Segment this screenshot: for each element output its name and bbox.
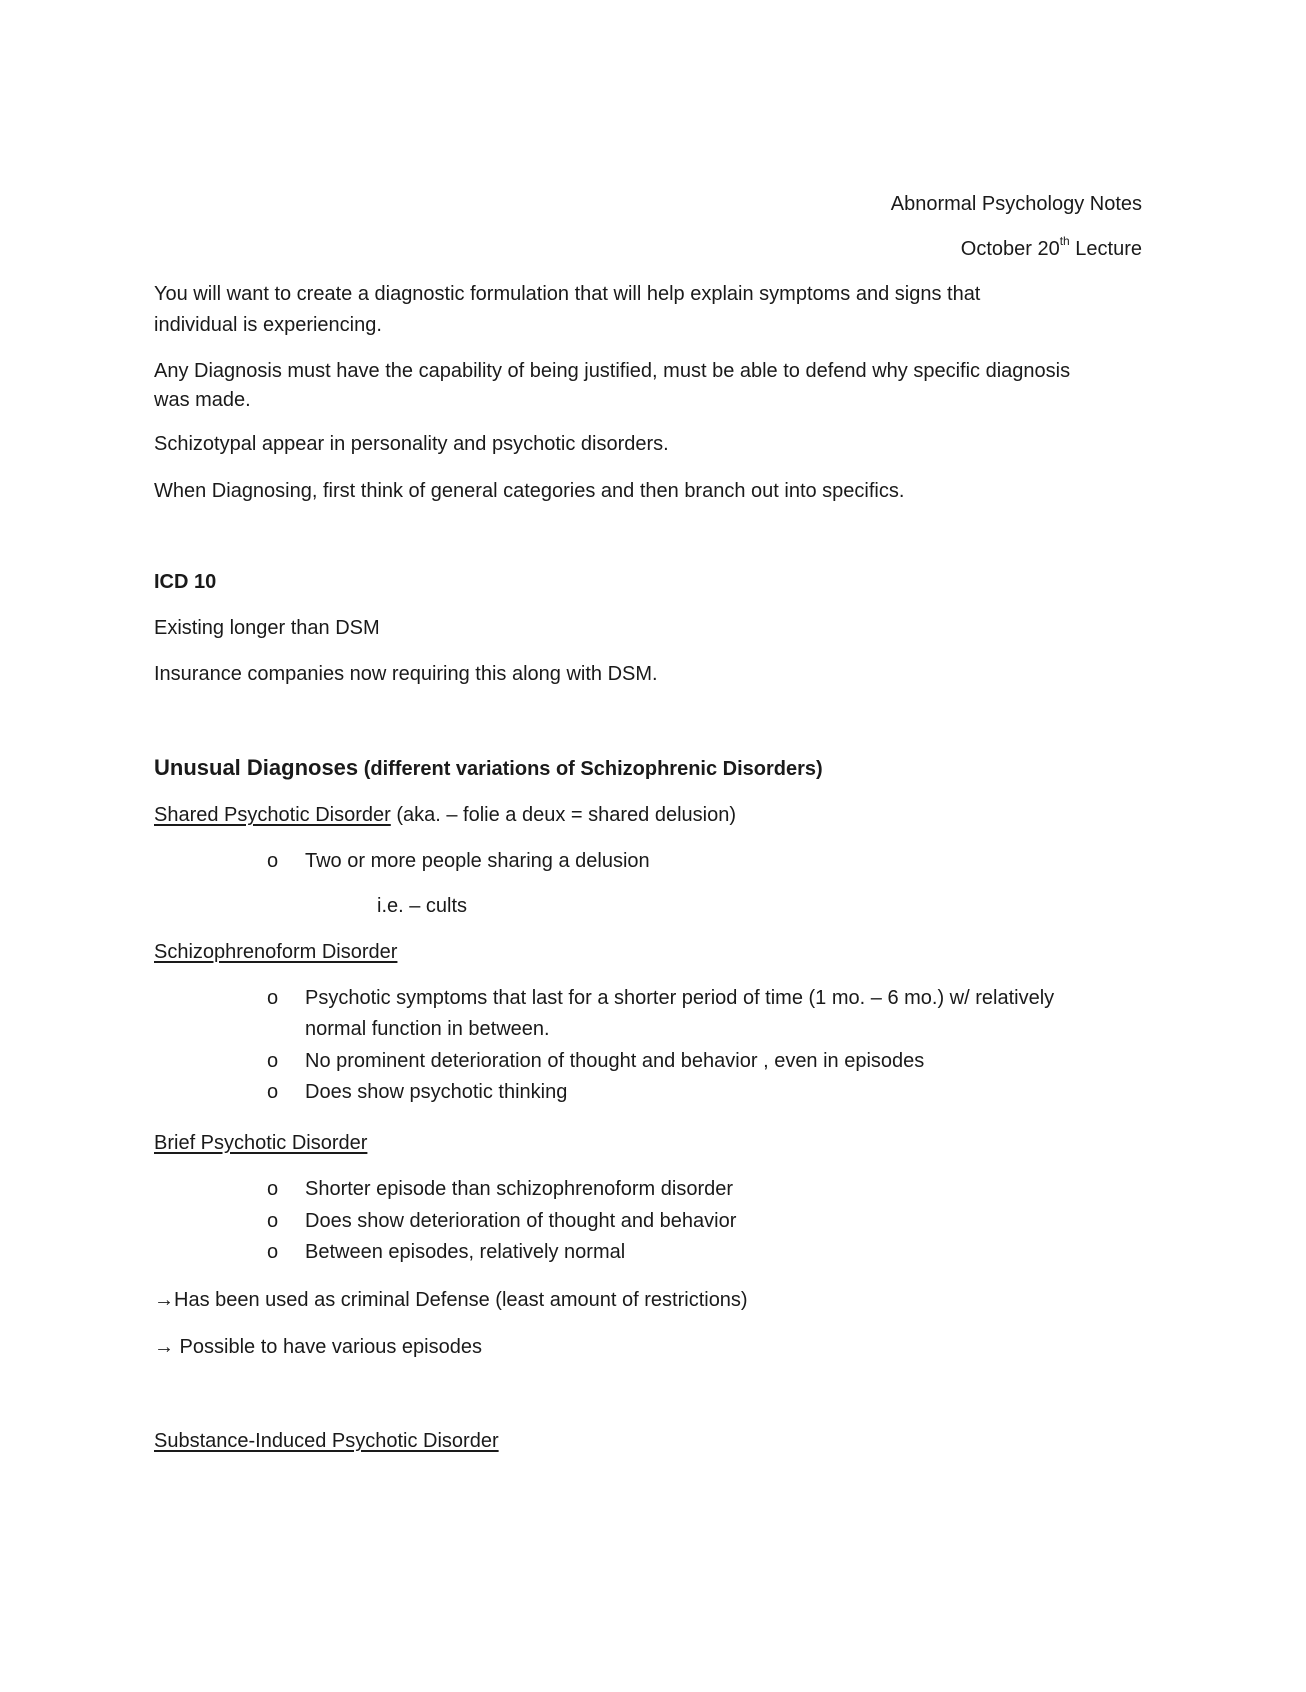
intro-paragraph-3: Schizotypal appear in personality and psychotic disorders. xyxy=(154,433,669,455)
shared-psychotic-line xyxy=(154,805,736,825)
brief-psychotic-title: Brief Psychotic Disorder xyxy=(154,1132,368,1154)
schizo-bullet-2: No prominent deterioration of thought and behavior , even in episodes xyxy=(305,1050,925,1072)
brief-bullet-2: Does show deterioration of thought and behavior xyxy=(305,1210,737,1232)
shared-bullet-1: Two or more people sharing a delusion xyxy=(305,850,650,872)
schizo-bullet-1-line-2: normal function in between. xyxy=(305,1018,550,1040)
bullet-marker: o xyxy=(267,1050,279,1072)
unusual-heading-main: Unusual Diagnoses xyxy=(154,755,359,780)
icd-line-1: Existing longer than DSM xyxy=(154,617,380,639)
unusual-heading-sub: (different variations of Schizophrenic Disorders) xyxy=(358,758,823,780)
intro-paragraph-2-line-1: Any Diagnosis must have the capability of being justified, must be able to defend why specific diagnosis xyxy=(154,360,1071,382)
unusual-diagnoses-heading xyxy=(154,757,823,779)
date-superscript: th xyxy=(1059,234,1070,248)
icd-line-2: Insurance companies now requiring this along with DSM. xyxy=(154,663,658,685)
date-main: October 20 xyxy=(960,238,1060,260)
brief-bullet-1: Shorter episode than schizophrenoform disorder xyxy=(305,1178,734,1200)
brief-bullet-3: Between episodes, relatively normal xyxy=(305,1241,626,1263)
bullet-marker: o xyxy=(267,1178,279,1200)
shared-psychotic-aka: (aka. – folie a deux = shared delusion) xyxy=(390,804,736,826)
schizophrenoform-title: Schizophrenoform Disorder xyxy=(154,941,398,963)
lecture-date xyxy=(960,234,1142,260)
bullet-marker: o xyxy=(267,1081,279,1103)
date-tail: Lecture xyxy=(1069,238,1142,260)
icd-heading: ICD 10 xyxy=(154,571,217,593)
intro-paragraph-1-line-1: You will want to create a diagnostic formulation that will help explain symptoms and signs that xyxy=(154,283,981,305)
intro-paragraph-1-line-2: individual is experiencing. xyxy=(154,314,382,336)
bullet-marker: o xyxy=(267,1241,279,1263)
schizo-bullet-3: Does show psychotic thinking xyxy=(305,1081,568,1103)
document-title: Abnormal Psychology Notes xyxy=(890,193,1142,215)
bullet-marker: o xyxy=(267,850,279,872)
intro-paragraph-2-line-2: was made. xyxy=(154,389,251,411)
schizo-bullet-1-line-1: Psychotic symptoms that last for a shorter period of time (1 mo. – 6 mo.) w/ relatively xyxy=(305,987,1055,1009)
arrow-note-2: → Possible to have various episodes xyxy=(154,1336,482,1358)
arrow-note-1: →Has been used as criminal Defense (least amount of restrictions) xyxy=(154,1289,748,1311)
shared-psychotic-title: Shared Psychotic Disorder xyxy=(154,804,391,826)
substance-induced-title: Substance-Induced Psychotic Disorder xyxy=(154,1430,499,1452)
shared-example: i.e. – cults xyxy=(377,895,468,917)
bullet-marker: o xyxy=(267,987,279,1009)
bullet-marker: o xyxy=(267,1210,279,1232)
intro-paragraph-4: When Diagnosing, first think of general categories and then branch out into specifics. xyxy=(154,480,905,502)
